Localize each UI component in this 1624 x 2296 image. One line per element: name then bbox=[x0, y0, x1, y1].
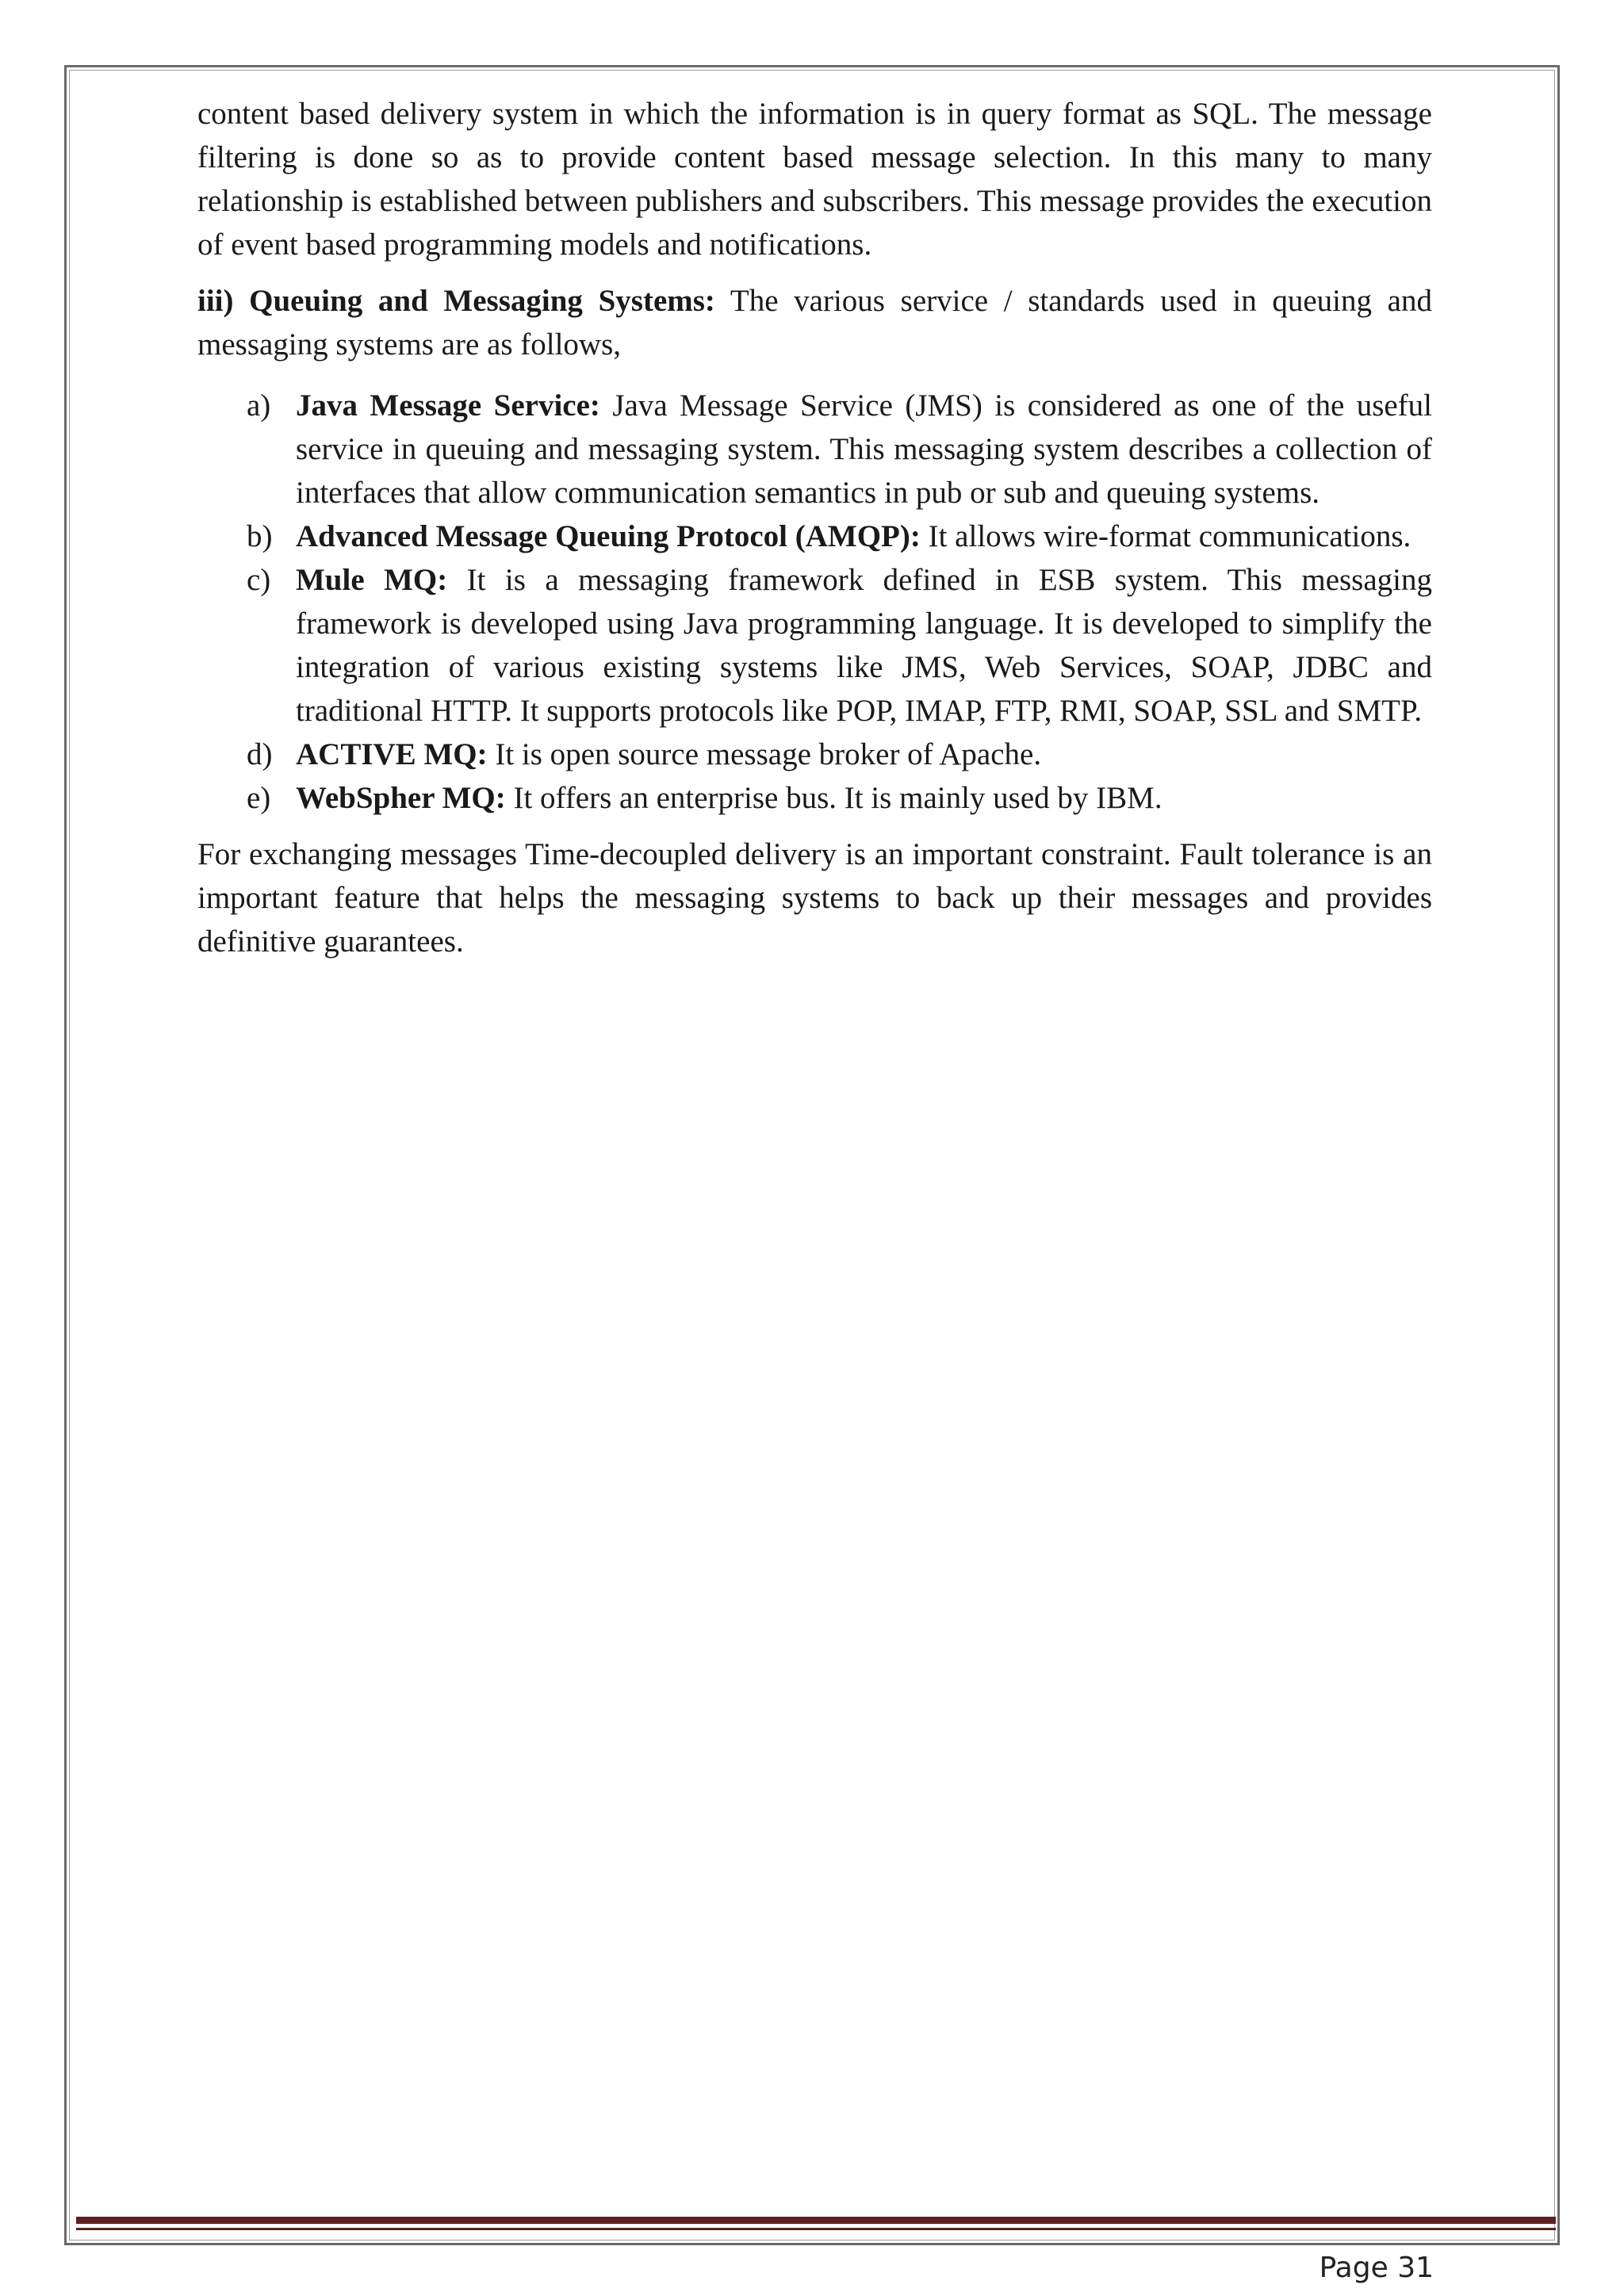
section-paragraph bbox=[197, 279, 1432, 366]
list-item-text bbox=[296, 384, 1432, 515]
list-item-text bbox=[296, 733, 1432, 776]
list-item-term: WebSpher MQ: bbox=[296, 781, 506, 815]
closing-paragraph: For exchanging messages Time-decoupled delivery is an important constraint. Fault tolerance is an important feature that helps the messaging systems to back up their messages and provides definitive guarantees. bbox=[197, 837, 1432, 959]
list-item-description: It is open source message broker of Apache. bbox=[487, 737, 1042, 771]
footer-rule-thin bbox=[76, 2228, 1556, 2230]
section-heading: iii) Queuing and Messaging Systems: bbox=[197, 284, 715, 318]
list-item-term: Java Message Service: bbox=[296, 388, 600, 423]
list-item-text bbox=[296, 515, 1432, 558]
list-item-term: Advanced Message Queuing Protocol (AMQP): bbox=[296, 519, 921, 553]
list-item bbox=[197, 515, 1432, 558]
list-item-text bbox=[296, 558, 1432, 733]
messaging-systems-list bbox=[197, 384, 1432, 820]
page-number: Page 31 bbox=[1319, 2252, 1434, 2284]
list-item bbox=[197, 776, 1432, 820]
list-marker: b) bbox=[247, 519, 273, 553]
list-marker: d) bbox=[247, 737, 273, 771]
intro-paragraph: content based delivery system in which the information is in query format as SQL. The message filtering is done so as to provide content based message selection. In this many to many relationship is established between publishers and subscribers. This message provides the execution of event based programming models and notifications. bbox=[197, 97, 1432, 262]
section-lead: The various service / standards used in queuing and messaging systems are as follows, bbox=[197, 284, 1432, 362]
list-marker: e) bbox=[247, 781, 271, 815]
list-item bbox=[197, 384, 1432, 515]
list-item-term: Mule MQ: bbox=[296, 563, 448, 597]
footer-rule bbox=[76, 2217, 1556, 2224]
list-marker: a) bbox=[247, 388, 271, 423]
list-item bbox=[197, 733, 1432, 776]
list-item-description: Java Message Service (JMS) is considered as one of the useful service in queuing and messaging system. This messaging system describes a collection of interfaces that allow communication semantics in pub or sub and queuing systems. bbox=[296, 388, 1433, 510]
list-item-description: It offers an enterprise bus. It is mainly used by IBM. bbox=[505, 781, 1162, 815]
list-item bbox=[197, 558, 1432, 733]
list-item-term: ACTIVE MQ: bbox=[296, 737, 488, 771]
list-item-description: It allows wire-format communications. bbox=[920, 519, 1411, 553]
list-item-description: It is a messaging framework defined in ESB system. This messaging framework is developed using Java programming language. It is developed to simplify the integration of various existing systems like JMS, Web Services, SOAP, JDBC and traditional HTTP. It supports protocols like POP, IMAP, FTP, RMI, SOAP, SSL and SMTP. bbox=[296, 563, 1432, 728]
list-marker: c) bbox=[247, 563, 271, 597]
list-item-text bbox=[296, 776, 1432, 820]
page-content bbox=[197, 92, 1432, 963]
